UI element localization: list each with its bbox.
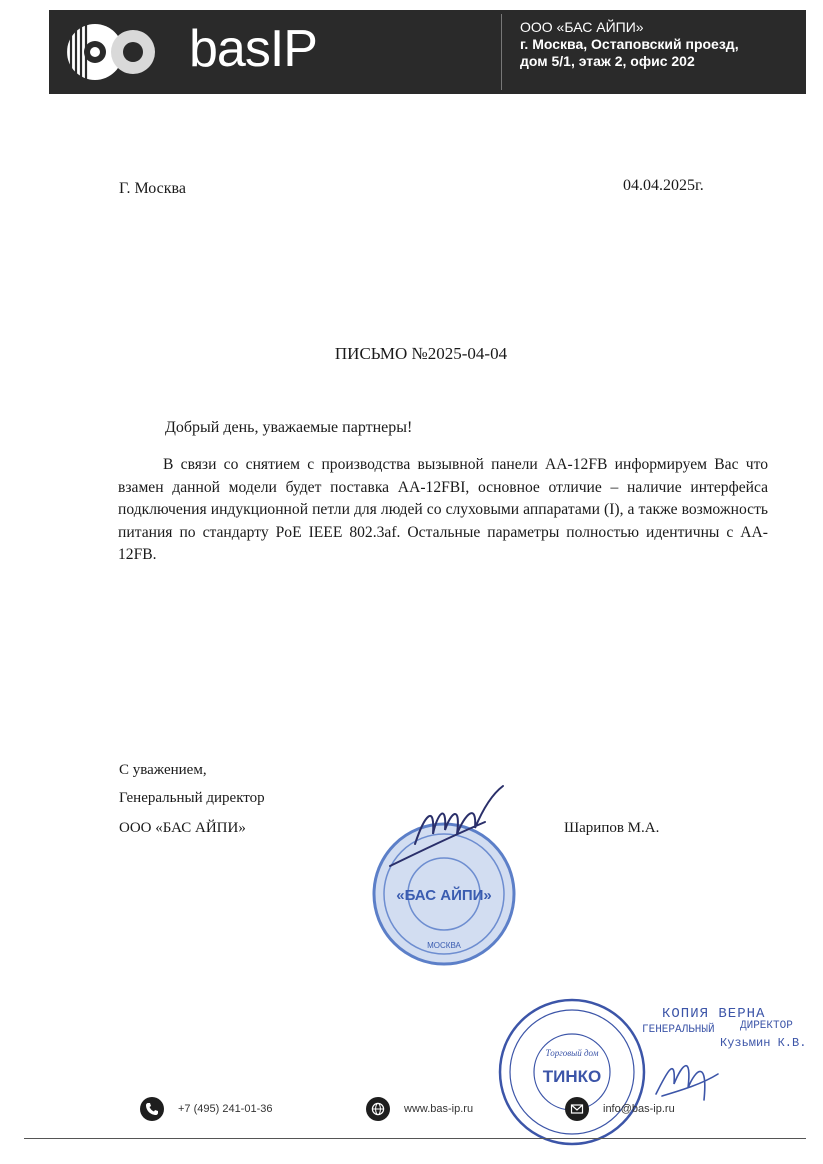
closing-position: Генеральный директор (119, 790, 265, 806)
footer-phone-text: +7 (495) 241-01-36 (178, 1103, 273, 1115)
letter-title: ПИСЬМО №2025-04-04 (334, 344, 508, 363)
company-name: ООО «БАС АЙПИ» (520, 19, 644, 35)
copy-stamp-line3: ДИРЕКТОР (740, 1020, 793, 1032)
closing-company: ООО «БАС АЙПИ» (119, 820, 246, 836)
letter-city: Г. Москва (119, 180, 186, 197)
seal-city-text: МОСКВА (427, 941, 461, 950)
company-address (520, 19, 810, 70)
footer-website[interactable] (366, 1096, 473, 1122)
signer-name: Шарипов М.А. (564, 820, 660, 836)
letter-date: 04.04.2025г. (623, 177, 704, 194)
mail-icon (565, 1097, 589, 1121)
closing-regards: С уважением, (119, 762, 207, 778)
tinko-center-text: ТИНКО (542, 1067, 602, 1086)
copy-stamp-line1: КОПИЯ ВЕРНА (662, 1006, 766, 1022)
copy-stamp-line2: ГЕНЕРАЛЬНЫЙ (642, 1024, 715, 1036)
letter-greeting: Добрый день, уважаемые партнеры! (165, 419, 413, 436)
footer-email[interactable] (565, 1096, 675, 1122)
letter-body: В связи со снятием с производства вызывной панели AA-12FB информируем Вас что взамен данной модели будет поставка AA-12FBI, основное отличие – наличие интерфейса подключения индукционной петли для людей со слуховыми аппаратами (I), а также возможность питания по стандарту PoE IEEE 802.3af. Остальные параметры полностью идентичны с AA-12FB. (118, 456, 768, 563)
copy-signature-icon (652, 1044, 722, 1104)
phone-icon (140, 1097, 164, 1121)
footer-phone[interactable] (140, 1096, 272, 1122)
footer-divider (24, 1138, 806, 1139)
director-signature-icon (385, 784, 525, 884)
copy-stamp-line4: Кузьмин К.В. (720, 1036, 807, 1050)
tinko-top-text: Торговый дом (545, 1048, 599, 1058)
logo-text: basIP (189, 20, 317, 78)
bas-ip-logo-mark-icon (57, 22, 181, 82)
header-divider (501, 14, 502, 90)
footer-email-text: info@bas-ip.ru (603, 1103, 675, 1115)
footer-website-text: www.bas-ip.ru (404, 1103, 474, 1115)
address-line-1: г. Москва, Остаповский проезд, (520, 36, 739, 52)
globe-icon (366, 1097, 390, 1121)
seal-center-text: «БАС АЙПИ» (396, 887, 492, 904)
address-line-2: дом 5/1, этаж 2, офис 202 (520, 53, 695, 69)
letterhead-banner (49, 10, 806, 94)
tinko-seal-icon (496, 996, 648, 1148)
